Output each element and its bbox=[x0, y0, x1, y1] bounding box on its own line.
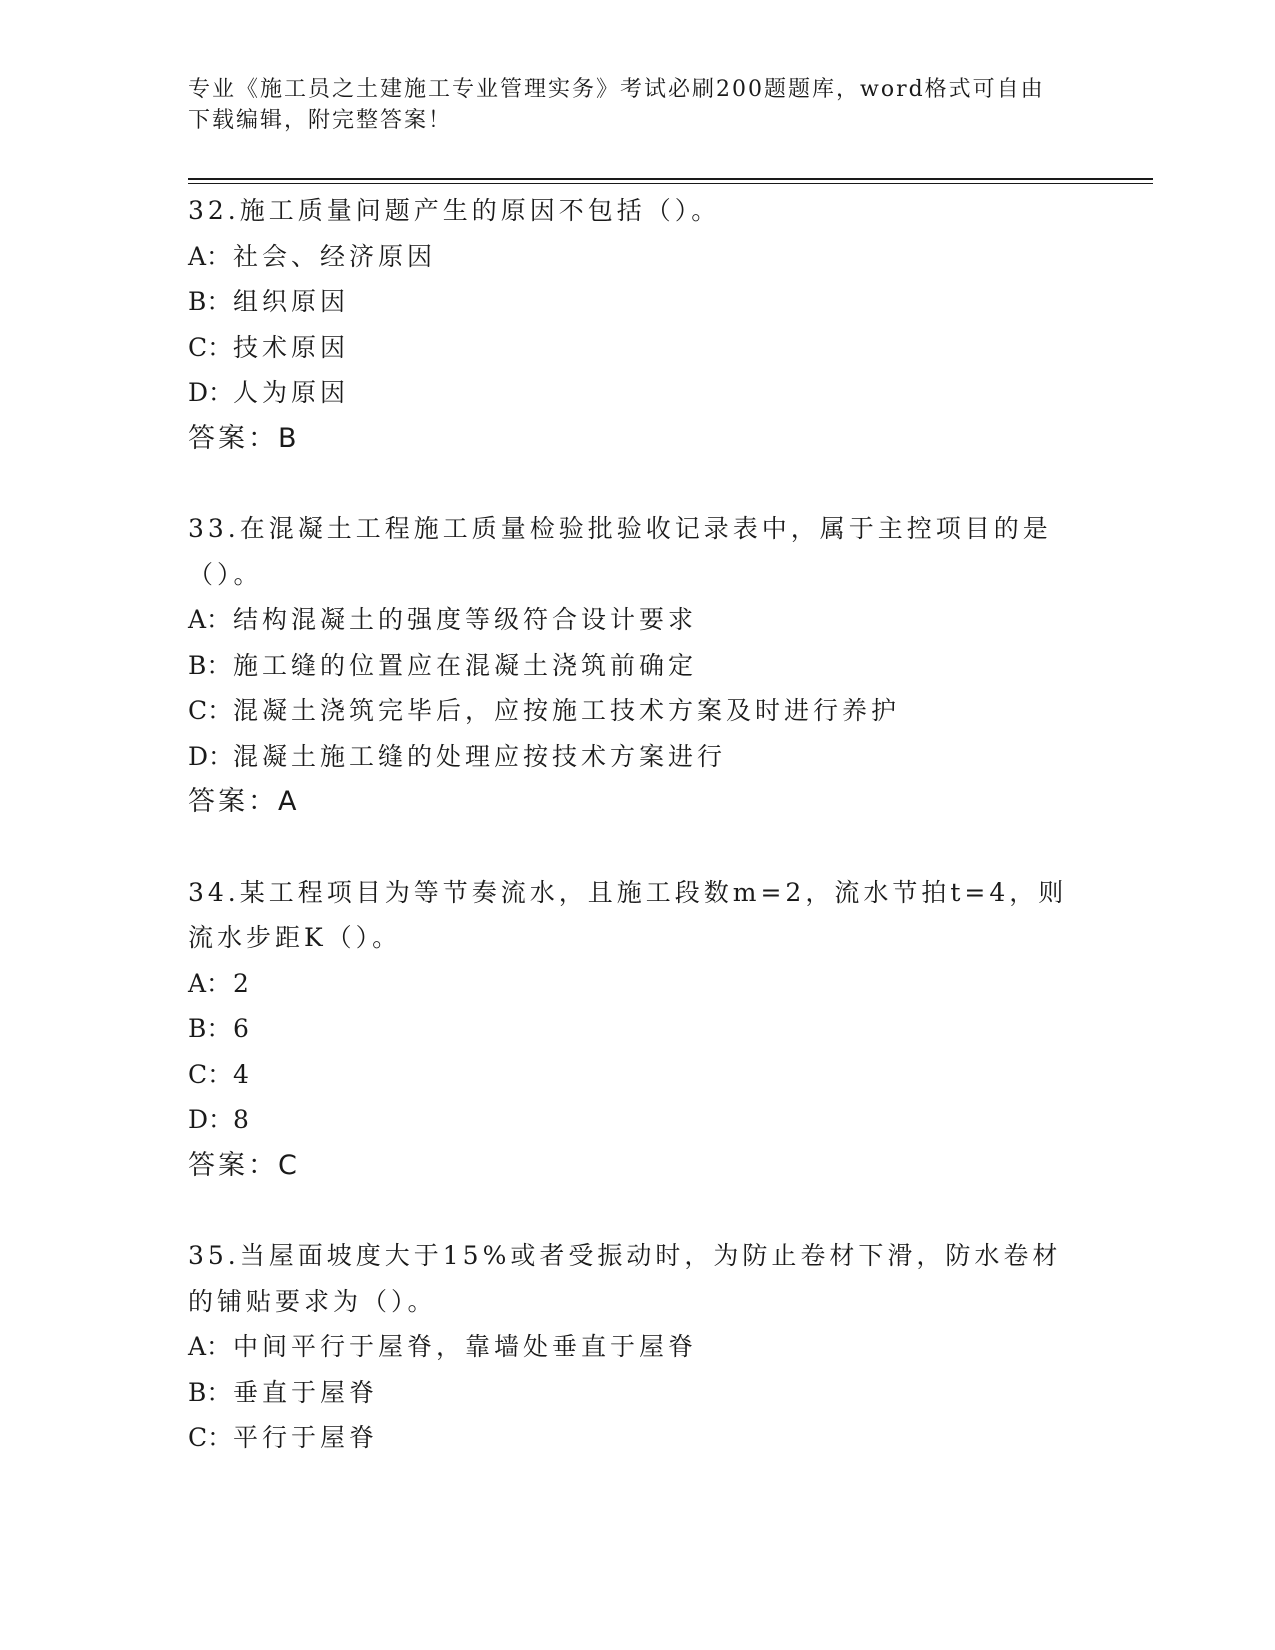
answer-value: C bbox=[278, 1149, 298, 1181]
option-d bbox=[188, 370, 1068, 416]
option-letter: B： bbox=[188, 1377, 232, 1407]
option-letter: A： bbox=[188, 241, 232, 271]
option-letter: D： bbox=[188, 1105, 234, 1134]
header-divider-thick bbox=[188, 178, 1153, 180]
option-letter: D： bbox=[188, 378, 234, 407]
option-text: 组织原因 bbox=[233, 287, 350, 316]
option-letter: C： bbox=[188, 1059, 233, 1089]
option-letter: D： bbox=[188, 741, 234, 771]
answer-value: B bbox=[278, 422, 298, 454]
option-letter: C： bbox=[188, 332, 233, 362]
option-text: 8 bbox=[233, 1105, 253, 1134]
question-34 bbox=[188, 870, 1068, 1189]
option-text: 混凝土施工缝的处理应按技术方案进行 bbox=[233, 741, 727, 771]
option-letter: A： bbox=[188, 605, 232, 634]
option-letter: A： bbox=[188, 968, 232, 998]
question-33 bbox=[188, 506, 1068, 825]
option-a bbox=[188, 961, 1068, 1007]
option-text: 施工缝的位置应在混凝土浇筑前确定 bbox=[233, 650, 698, 680]
option-b bbox=[188, 1006, 1068, 1052]
answer-line bbox=[188, 1143, 1068, 1189]
question-35 bbox=[188, 1233, 1068, 1461]
header-divider-thin bbox=[188, 183, 1153, 184]
option-text: 2 bbox=[233, 968, 253, 998]
answer-label: 答案： bbox=[188, 786, 278, 817]
option-c bbox=[188, 325, 1068, 371]
option-text: 4 bbox=[233, 1059, 253, 1089]
answer-label: 答案： bbox=[188, 1149, 278, 1181]
question-stem: 35.当屋面坡度大于15%或者受振动时，为防止卷材下滑，防水卷材的铺贴要求为（）。 bbox=[188, 1241, 1062, 1316]
document-header: 专业《施工员之土建施工专业管理实务》考试必刷200题题库，word格式可自由下载编辑，附完整答案！ bbox=[188, 77, 1045, 133]
option-letter: C： bbox=[188, 1423, 233, 1452]
option-text: 6 bbox=[233, 1014, 253, 1043]
option-c bbox=[188, 1052, 1068, 1098]
option-a bbox=[188, 597, 1068, 643]
option-text: 技术原因 bbox=[233, 332, 350, 362]
question-list bbox=[188, 188, 1068, 1506]
option-c bbox=[188, 1415, 1068, 1461]
option-letter: A： bbox=[188, 1332, 232, 1361]
option-letter: B： bbox=[188, 287, 232, 316]
option-d bbox=[188, 1097, 1068, 1143]
option-text: 垂直于屋脊 bbox=[233, 1377, 379, 1407]
answer-label: 答案： bbox=[188, 422, 278, 454]
option-b bbox=[188, 1370, 1068, 1416]
question-32 bbox=[188, 188, 1068, 461]
option-d bbox=[188, 734, 1068, 780]
option-b bbox=[188, 643, 1068, 689]
option-letter: B： bbox=[188, 1014, 232, 1043]
question-stem: 32.施工质量问题产生的原因不包括（）。 bbox=[188, 196, 721, 225]
option-c bbox=[188, 688, 1068, 734]
question-stem: 34.某工程项目为等节奏流水，且施工段数m=2，流水节拍t=4，则流水步距K（）。 bbox=[188, 877, 1068, 952]
option-text: 平行于屋脊 bbox=[233, 1423, 379, 1452]
option-text: 中间平行于屋脊，靠墙处垂直于屋脊 bbox=[233, 1332, 698, 1361]
option-letter: C： bbox=[188, 696, 233, 725]
option-a bbox=[188, 234, 1068, 280]
answer-value: A bbox=[278, 786, 298, 817]
option-letter: B： bbox=[188, 650, 232, 680]
option-b bbox=[188, 279, 1068, 325]
answer-line bbox=[188, 416, 1068, 462]
option-text: 社会、经济原因 bbox=[233, 241, 437, 271]
answer-line bbox=[188, 779, 1068, 825]
option-a bbox=[188, 1324, 1068, 1370]
question-stem: 33.在混凝土工程施工质量检验批验收记录表中，属于主控项目的是（）。 bbox=[188, 514, 1052, 589]
option-text: 结构混凝土的强度等级符合设计要求 bbox=[233, 605, 698, 634]
option-text: 混凝土浇筑完毕后，应按施工技术方案及时进行养护 bbox=[233, 696, 901, 725]
option-text: 人为原因 bbox=[233, 378, 350, 407]
